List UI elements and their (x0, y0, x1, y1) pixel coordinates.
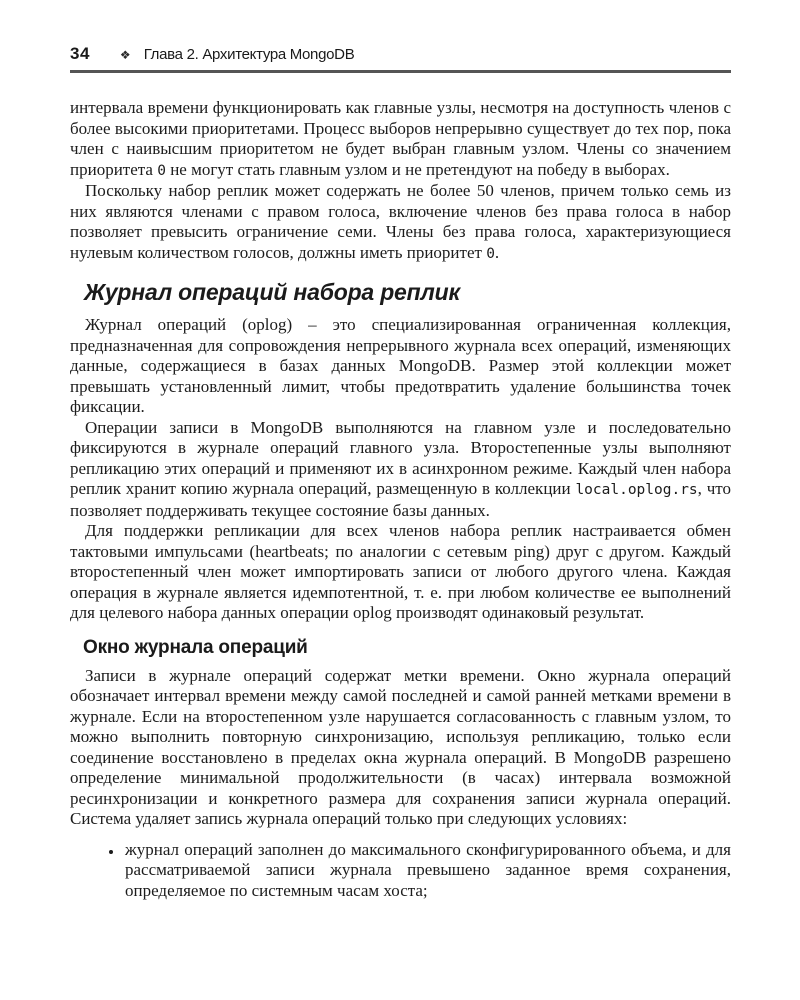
header-rule (70, 70, 731, 73)
inline-code: 0 (486, 245, 495, 262)
text-run: Поскольку набор реплик может содержать не более 50 членов, причем только семь из них являются членами с правом голоса, включение членов без права голоса в набор позволяет превысить ограничение семи. Члены без права голоса, характеризующиеся нулевым количеством голосов, должны иметь приоритет (70, 181, 731, 262)
chapter-title: Глава 2. Архитектура MongoDB (143, 46, 355, 63)
text-run: Журнал операций (oplog) – это специализированная ограниченная коллекция, предназначенная для сопровождения непрерывного журнала всех операций, изменяющих данные, содержащиеся в базах данных MongoDB. Размер этой коллекции может превышать установленный лимит, чтобы предотвратить удаление большинства точек фиксации. (70, 315, 731, 416)
page-content (70, 98, 731, 901)
text-run: , что позволяет поддерживать текущее состояние базы данных. (70, 479, 731, 520)
inline-code: 0 (157, 162, 166, 179)
paragraph-election-priority (70, 98, 731, 181)
text-run: Для поддержки репликации для всех членов набора реплик настраивается обмен тактовыми импульсами (heartbeats; по аналогии с сетевым ping) друг с другом. Каждый второстепенный член может импортировать записи от любого другого члена. Каждая операция в журнале является идемпотентной, т. е. при любом количестве ее выполнений для целевого набора данных операции oplog производят одинаковый результат. (70, 521, 731, 622)
running-header (70, 44, 731, 64)
oplog-deletion-conditions-list (70, 840, 731, 902)
paragraph-replica-set-members (70, 181, 731, 264)
page-number: 34 (70, 44, 90, 63)
section-heading-oplog: Журнал операций набора реплик (84, 279, 460, 305)
text-run: журнал операций заполнен до максимального сконфигурированного объема, и для рассматриваемой записи журнала превышено заданное время сохранения, определяемое по системным часам хоста; (125, 839, 731, 900)
diamond-separator-icon: ❖ (119, 48, 131, 62)
text-run: . (494, 242, 500, 262)
list-item-oplog-full-condition (123, 840, 731, 902)
text-run: Операции записи в MongoDB выполняются на главном узле и последовательно фиксируются в журнале операций главного узла. Второстепенные узлы выполняют репликацию этих операций и применяют их в асинхронном режиме. Каждый член набора реплик хранит копию журнала операций, размещенную в коллекции (70, 417, 731, 498)
paragraph-write-operations (70, 418, 731, 522)
paragraph-oplog-window (70, 666, 731, 830)
text-run: не могут стать главным узлом и не претендуют на победу в выборах. (165, 159, 670, 179)
inline-code: local.oplog.rs (575, 482, 698, 498)
paragraph-heartbeats (70, 521, 731, 624)
paragraph-oplog-definition (70, 315, 731, 418)
subsection-heading-oplog-window: Окно журнала операций (83, 636, 308, 658)
text-run: Записи в журнале операций содержат метки времени. Окно журнала операций обозначает интервал времени между самой последней и самой ранней метками времени в журнале. Если на второстепенном узле нарушается согласованность с главным узлом, то можно выполнить повторную синхронизацию, используя репликацию, только если соединение восстановлено в пределах окна журнала операций. В MongoDB разрешено определение минимальной продолжительности (в часах) интервала возможной ресинхронизации и конкретного размера для сохранения записи журнала операций. Система удаляет запись журнала операций только при следующих условиях: (70, 665, 731, 828)
text-run: интервала времени функционировать как главные узлы, несмотря на доступность членов с более высокими приоритетами. Процесс выборов непрерывно существует до тех пор, пока член с наивысшим приоритетом не будет выбран главным узлом. Члены со значением приоритета (70, 98, 731, 179)
